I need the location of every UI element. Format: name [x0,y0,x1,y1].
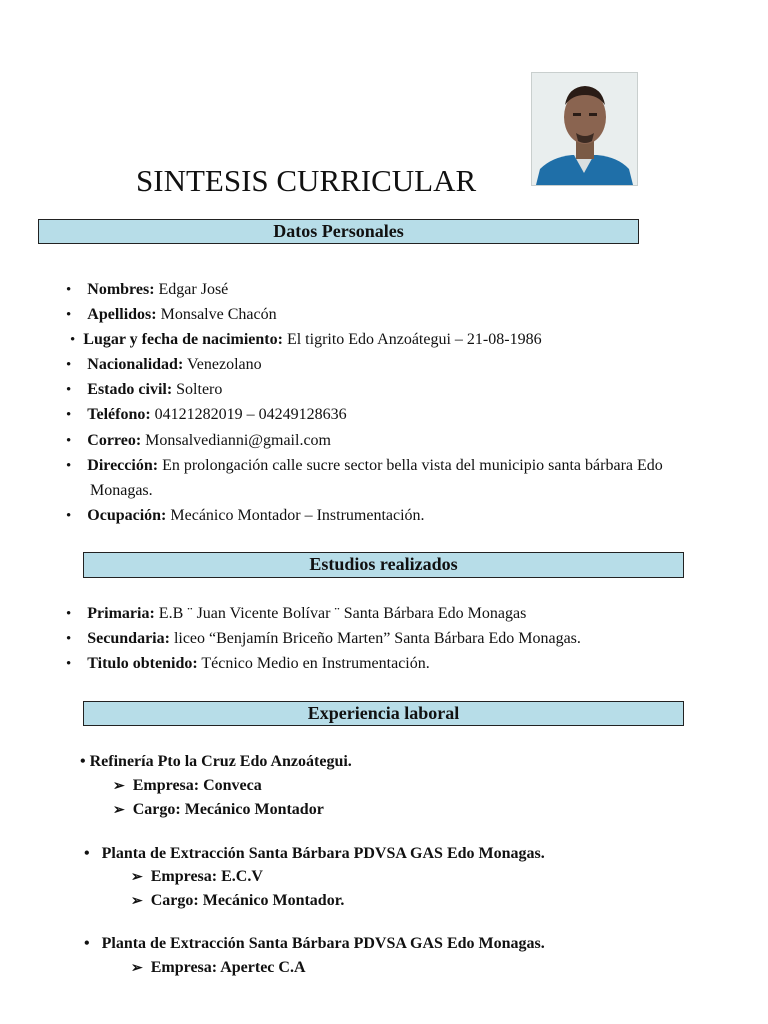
section-header-experience: Experiencia laboral [83,701,684,726]
list-item [66,380,222,400]
bullet-icon: • [66,407,72,423]
field-label: Nacionalidad: [87,356,184,373]
field-value: E.B ¨ Juan Vicente Bolívar ¨ Santa Bárbara Edo Monagas [154,605,527,622]
bullet-icon: • [66,631,72,647]
job-place-text: Planta de Extracción Santa Bárbara PDVSA GAS Edo Monagas. [101,845,545,862]
job-detail [131,891,344,912]
person-portrait-icon [532,73,637,185]
job-company: Empresa: Conveca [132,777,262,794]
job-role: Cargo: Mecánico Montador. [150,892,345,909]
field-label: Lugar y fecha de nacimiento: [83,331,283,348]
field-value: Mecánico Montador – Instrumentación. [166,507,425,524]
job-place [80,752,352,772]
section-header-studies: Estudios realizados [83,552,684,578]
bullet-icon: • [66,458,72,474]
field-value: Técnico Medio en Instrumentación. [197,655,430,672]
field-label: Primaria: [87,605,155,622]
field-value: El tigrito Edo Anzoátegui – 21-08-1986 [282,331,542,348]
bullet-icon: • [66,282,72,298]
field-value: Monsalvedianni@gmail.com [141,432,331,449]
arrow-bullet-icon: ➢ [131,894,143,909]
list-item [66,629,581,649]
job-detail [113,776,262,797]
bullet-icon: • [80,753,86,770]
field-label: Teléfono: [87,406,151,423]
bullet-icon: • [66,307,72,323]
arrow-bullet-icon: ➢ [113,779,125,794]
list-item [66,431,331,451]
job-role: Cargo: Mecánico Montador [132,801,324,818]
field-value: Soltero [172,381,223,398]
bullet-icon: • [84,845,90,862]
arrow-bullet-icon: ➢ [131,870,143,885]
job-place-text: Planta de Extracción Santa Bárbara PDVSA GAS Edo Monagas. [101,935,545,952]
bullet-icon: • [66,433,72,449]
field-label: Estado civil: [87,381,173,398]
field-value: Venezolano [183,356,262,373]
bullet-icon: • [84,935,90,952]
field-value: 04121282019 – 04249128636 [150,406,347,423]
profile-photo [531,72,638,186]
arrow-bullet-icon: ➢ [113,803,125,818]
field-value: Monsalve Chacón [156,306,277,323]
bullet-icon: • [66,606,72,622]
field-label: Correo: [87,432,142,449]
field-label: Apellidos: [87,306,157,323]
job-detail [131,958,306,979]
field-value: liceo “Benjamín Briceño Marten” Santa Bárbara Edo Monagas. [169,630,581,647]
section-header-personal: Datos Personales [38,219,639,244]
bullet-icon: • [70,332,76,348]
bullet-icon: • [66,357,72,373]
list-item [70,330,542,350]
list-item [66,280,228,300]
list-item [66,456,663,476]
page-title: SINTESIS CURRICULAR [136,163,477,198]
job-detail [113,800,324,821]
bullet-icon: • [66,508,72,524]
job-detail [131,867,263,888]
list-item [66,355,262,375]
job-place-text: Refinería Pto la Cruz Edo Anzoátegui. [89,753,352,770]
field-label: Nombres: [87,281,155,298]
list-item [66,604,526,624]
bullet-icon: • [66,382,72,398]
list-item [66,506,425,526]
list-item-continuation: Monagas. [90,482,153,499]
list-item [66,405,347,425]
field-value: Edgar José [154,281,229,298]
arrow-bullet-icon: ➢ [131,961,143,976]
job-place [84,934,545,954]
field-label: Secundaria: [87,630,170,647]
job-place [84,844,545,864]
field-value: En prolongación calle sucre sector bella vista del municipio santa bárbara Edo [158,457,663,474]
field-label: Titulo obtenido: [87,655,198,672]
job-company: Empresa: Apertec C.A [150,959,306,976]
list-item [66,654,430,674]
job-company: Empresa: E.C.V [150,868,263,885]
field-label: Ocupación: [87,507,167,524]
bullet-icon: • [66,656,72,672]
list-item [66,305,277,325]
field-label: Dirección: [87,457,159,474]
